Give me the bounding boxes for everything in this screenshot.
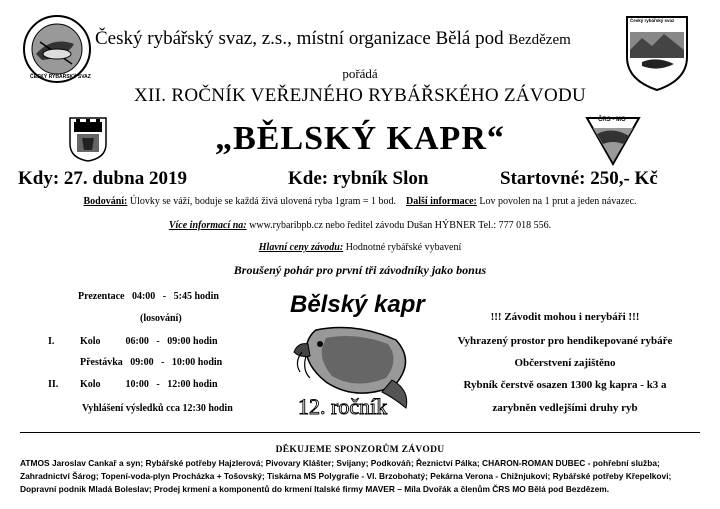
other-info-text: Lov povolen na 1 prut a jeden návazec. <box>476 196 637 207</box>
scoring-label: Bodování: <box>83 196 128 207</box>
organizes-label: pořádá <box>342 66 378 81</box>
carp-logo-edition: 12. ročník <box>298 394 388 419</box>
left-logo-text: ČESKÝ RYBÁŘSKÝ SVAZ <box>30 74 91 80</box>
note-stocking: Rybník čerstvě osazen 1300 kg kapra - k3 a <box>463 379 667 391</box>
event-title: „BĚLSKÝ KAPR“ <box>215 120 505 157</box>
prizes-text: Hodnotné rybářské vybavení <box>343 242 462 253</box>
organizer-name-suffix: Bezdězem <box>508 32 571 48</box>
right-logo-top-text: Český rybářský svaz <box>630 18 675 23</box>
footer-divider <box>20 432 700 433</box>
schedule-round1: Kolo 06:00 - 09:00 hodin <box>80 336 218 347</box>
entry-fee: Startovné: 250,- Kč <box>500 168 658 189</box>
schedule-presentation: Prezentace 04:00 - 5:45 hodin <box>78 291 219 302</box>
organizer-line <box>95 28 620 50</box>
scoring-text: Úlovky se váží, boduje se každá živá ulovená ryba 1gram = 1 bod. <box>127 196 397 207</box>
more-info-text: www.rybaribpb.cz nebo ředitel závodu Dušan HÝBNER Tel.: 777 018 556. <box>246 220 552 231</box>
bonus-note: Broušený pohár pro první tři závodníky jako bonus <box>233 263 487 277</box>
schedule-round1-number: I. <box>48 336 55 347</box>
event-location: Kde: rybník Slon <box>288 168 429 189</box>
schedule-round2-number: II. <box>48 379 59 390</box>
prizes-line <box>0 242 720 253</box>
prizes-label: Hlavní ceny závodu: <box>258 242 344 253</box>
event-date: Kdy: 27. dubna 2019 <box>18 168 187 189</box>
more-info-line <box>0 220 720 231</box>
schedule-results: Vyhlášení výsledků cca 12:30 hodin <box>82 403 233 414</box>
note-non-anglers: !!! Závodit mohou i nerybáři !!! <box>490 311 640 323</box>
organizer-name: Český rybářský svaz, z.s., místní organizace Bělá pod <box>95 28 504 49</box>
note-refreshments: Občerstvení zajištěno <box>514 357 616 369</box>
event-subtitle: XII. ROČNÍK VEŘEJNÉHO RYBÁŘSKÉHO ZÁVODU <box>133 85 587 106</box>
carp-logo-title: Bělský kapr <box>290 291 425 318</box>
note-handicapped: Vyhrazený prostor pro hendikepované rybáře <box>457 335 673 347</box>
crs-mo-logo-text: ČRS - MO <box>598 117 626 123</box>
sponsors-heading: DĚKUJEME SPONZORŮM ZÁVODU <box>275 445 445 455</box>
sponsors-list: ATMOS Jaroslav Cankař a syn; Rybářské potřeby Hajzlerová; Pivovary Klášter; Svijany; Podkováň; Řeznictví Pálka; CHARON-ROMAN DUBEC - pohřební služba; Zahradnictví Šárog; Topení-voda-plyn Procházka + Tošovský; Tiskárna MS Polygrafie - Vl. Brzobohatý; Pekárna Verona - Chižnjukovi; Rybářské potřeby Křepelkovi; Dopravní podnik Mladá Boleslav; Prodej krmení a komponentů do krmení Italské firmy MAVER – Míla Dvořák a členům ČRS MO Bělá pod Bezdězem. <box>20 458 672 494</box>
schedule-draw: (losování) <box>140 313 182 324</box>
note-other-fish: zarybněn vedlejšími druhy ryb <box>492 402 638 414</box>
schedule-round2: Kolo 10:00 - 12:00 hodin <box>80 379 218 390</box>
schedule-break: Přestávka 09:00 - 10:00 hodin <box>80 357 223 368</box>
scoring-line <box>0 196 720 207</box>
other-info-label: Další informace: <box>406 196 477 207</box>
belsky-kapr-carp-logo <box>276 282 431 422</box>
more-info-label: Více informací na: <box>168 220 247 231</box>
